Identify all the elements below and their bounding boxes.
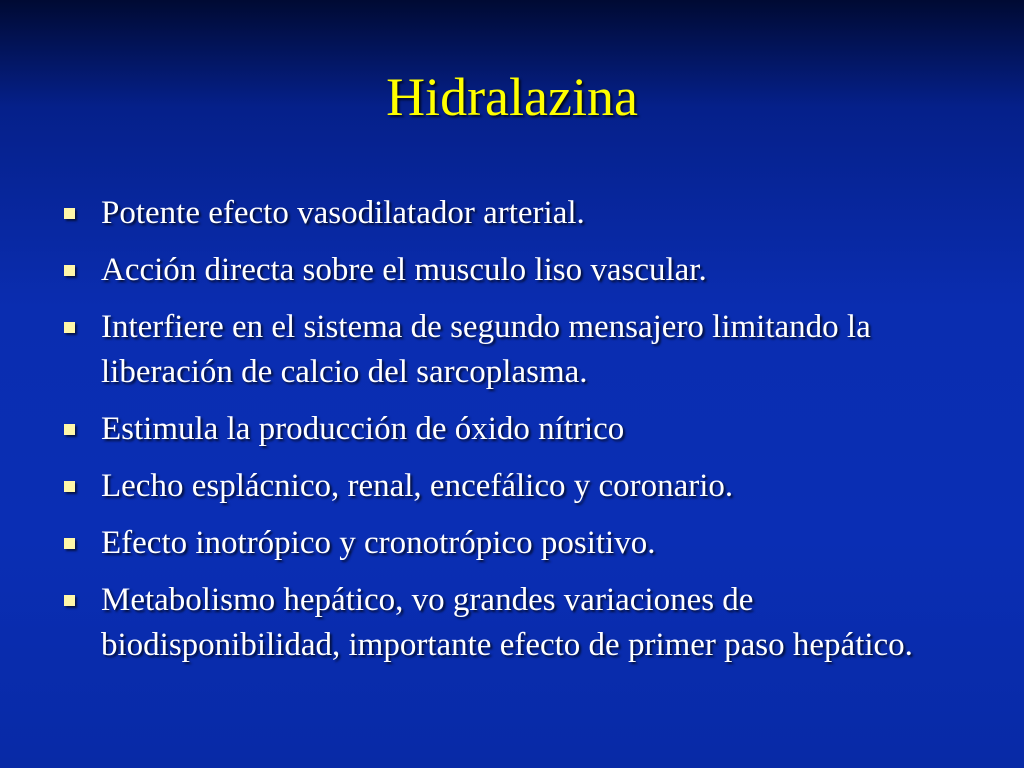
bullet-item	[62, 248, 962, 293]
square-bullet-icon	[64, 265, 75, 276]
bullet-text: Lecho esplácnico, renal, encefálico y coronario.	[101, 468, 734, 504]
bullet-text: Efecto inotrópico y cronotrópico positivo.	[101, 525, 656, 561]
square-bullet-icon	[64, 424, 75, 435]
bullet-item	[62, 578, 962, 668]
slide-title: Hidralazina	[386, 67, 638, 127]
bullet-item	[62, 407, 962, 452]
bullet-text: Potente efecto vasodilatador arterial.	[101, 195, 585, 231]
square-bullet-icon	[64, 595, 75, 606]
bullet-text: Estimula la producción de óxido nítrico	[101, 411, 625, 447]
square-bullet-icon	[64, 322, 75, 333]
bullet-item	[62, 305, 962, 395]
bullet-item	[62, 191, 962, 236]
bullet-text: Interfiere en el sistema de segundo mensajero limitando la liberación de calcio del sarcoplasma.	[101, 309, 871, 390]
bullet-text: Acción directa sobre el musculo liso vascular.	[101, 252, 707, 288]
bullet-item	[62, 521, 962, 566]
bullet-list	[62, 191, 962, 680]
bullet-text: Metabolismo hepático, vo grandes variaciones de biodisponibilidad, importante efecto de primer paso hepático.	[101, 582, 913, 663]
square-bullet-icon	[64, 538, 75, 549]
bullet-item	[62, 464, 962, 509]
square-bullet-icon	[64, 481, 75, 492]
square-bullet-icon	[64, 208, 75, 219]
